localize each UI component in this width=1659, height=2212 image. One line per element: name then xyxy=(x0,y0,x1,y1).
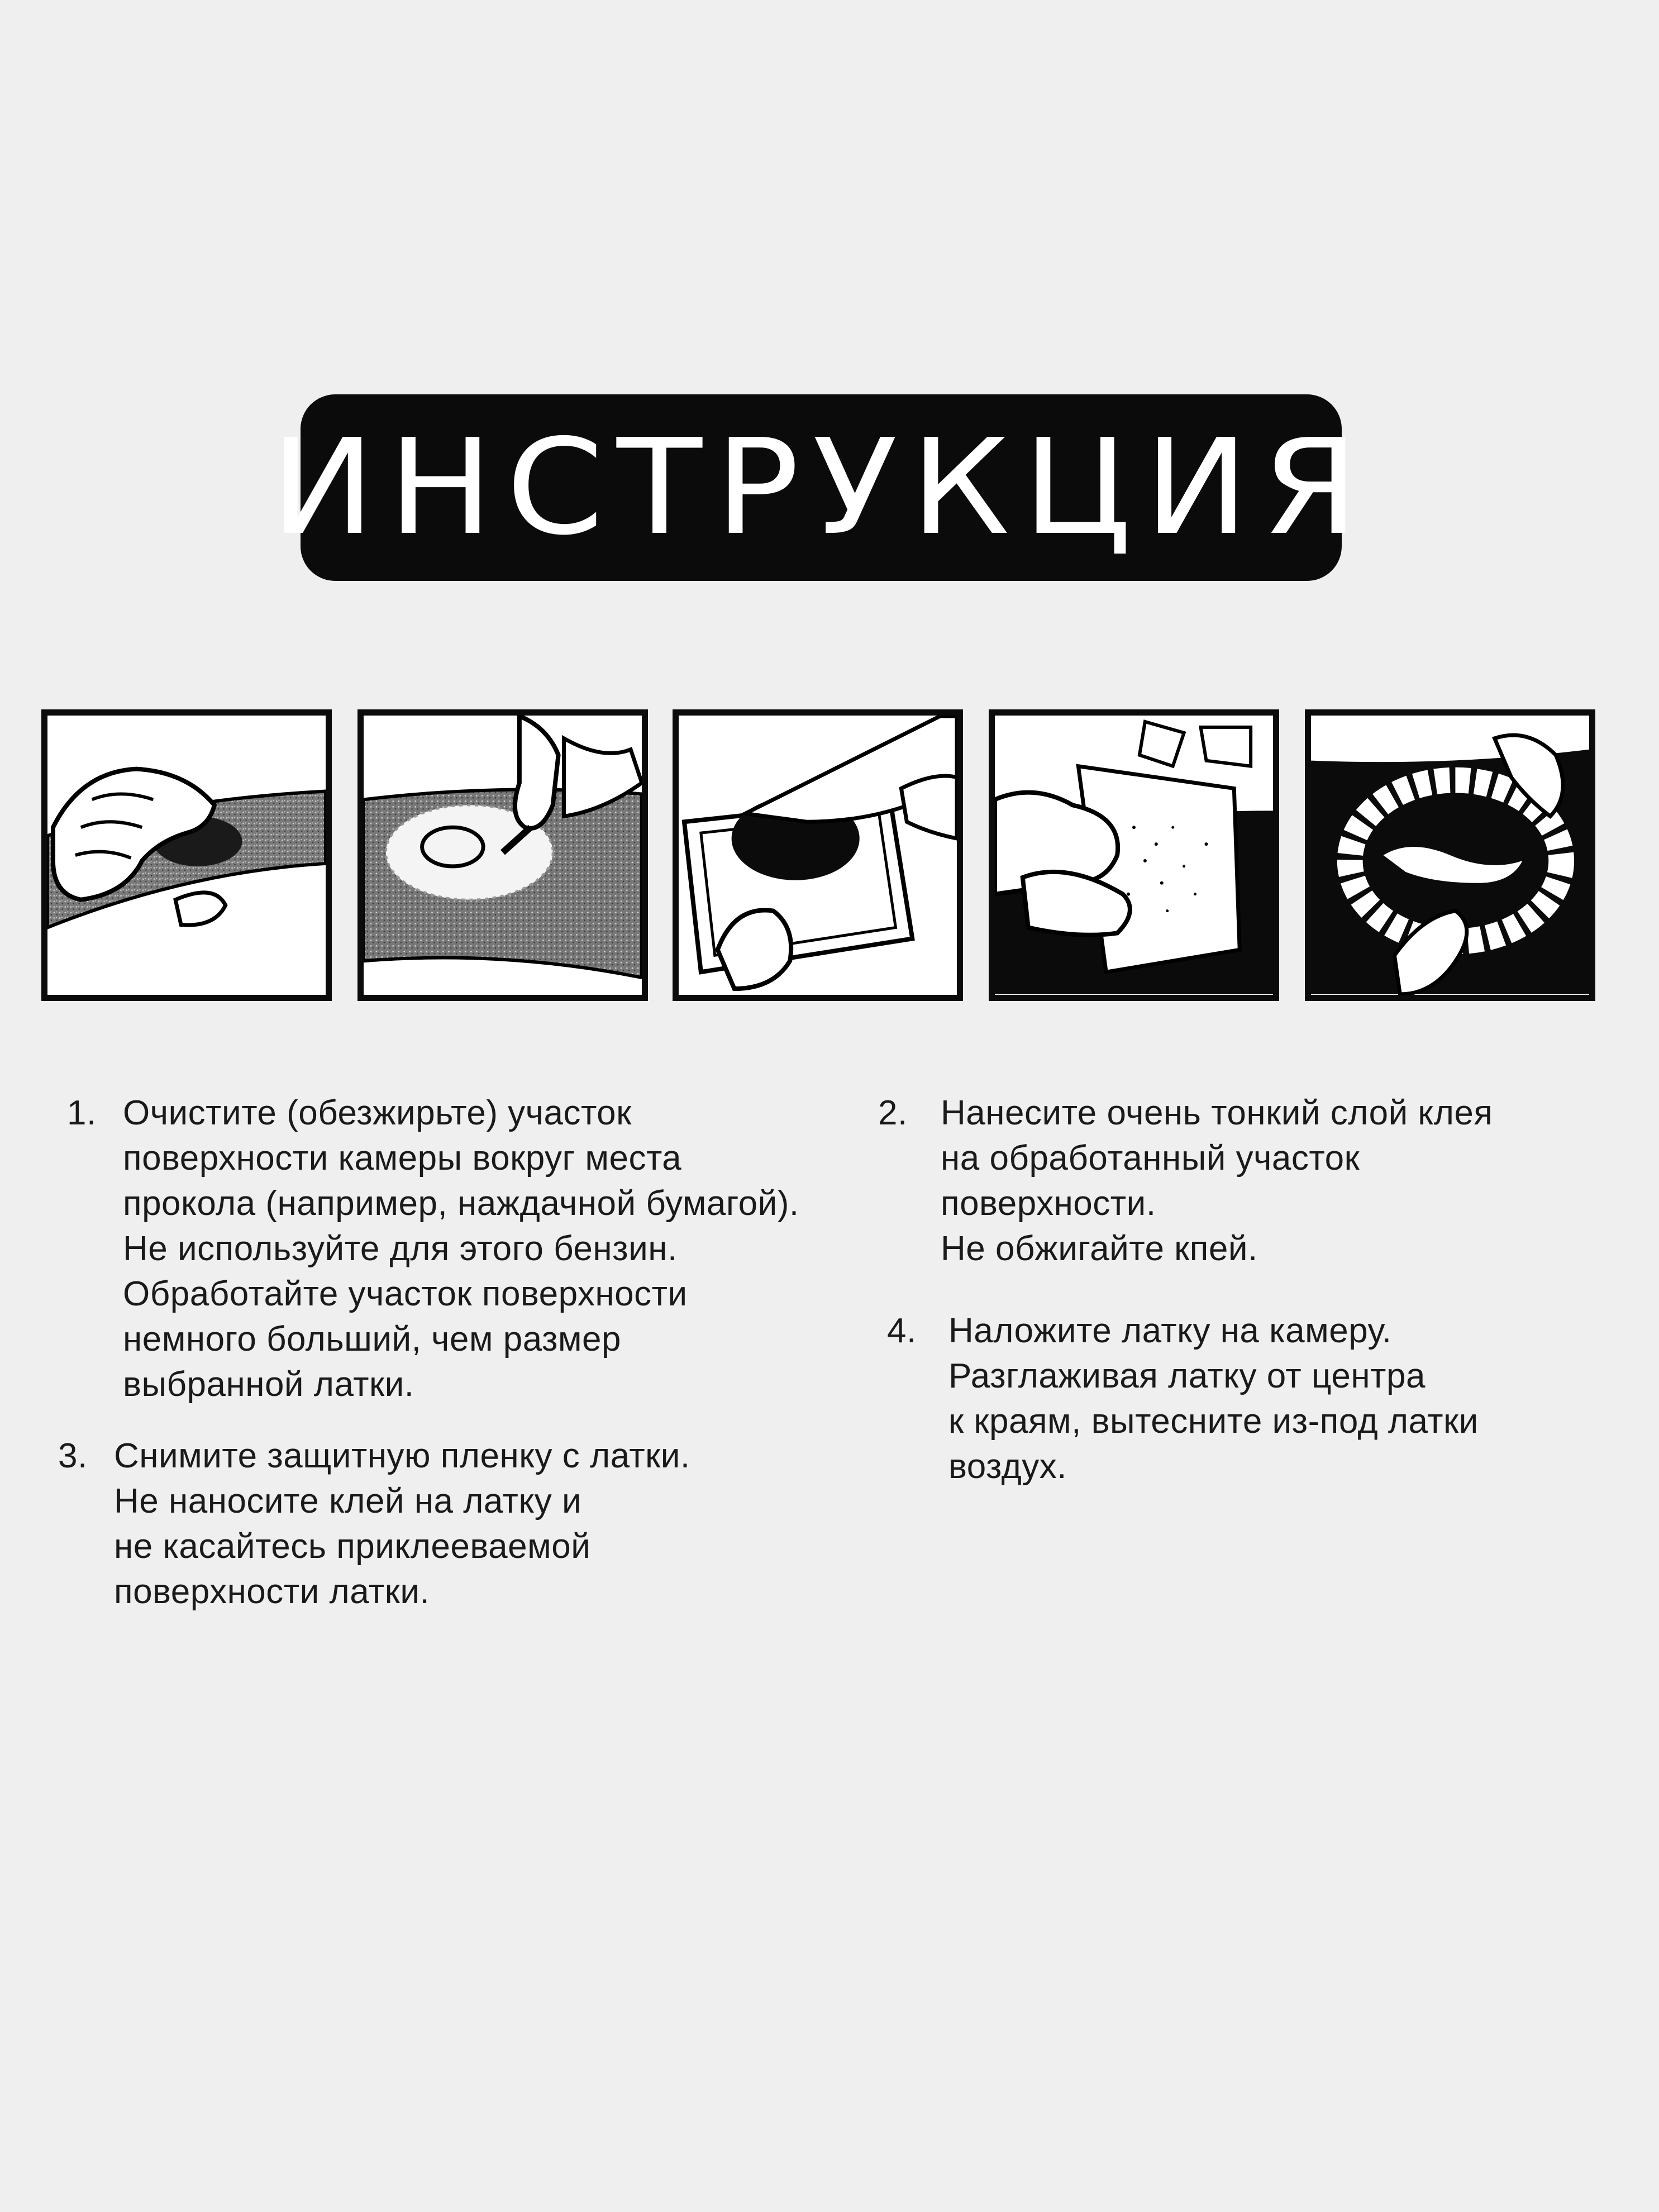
step-number: 4. xyxy=(887,1312,917,1350)
step-line: Наложите латку на камеру. xyxy=(948,1312,1392,1350)
title-badge xyxy=(270,394,1372,581)
step-number: 3. xyxy=(58,1437,88,1475)
step-number: 1. xyxy=(67,1094,97,1132)
step-line: поверхности. xyxy=(941,1184,1156,1223)
step-line: Не используйте для этого бензин. xyxy=(123,1229,678,1268)
step-line: Не наносите клей на латку и xyxy=(114,1482,582,1520)
step-number: 2. xyxy=(878,1094,908,1132)
step-line: Обработайте участок поверхности xyxy=(123,1275,688,1313)
page-title: ИНСТРУКЦИЯ xyxy=(270,411,1372,564)
step-3-illustration xyxy=(673,709,963,1001)
step-line: Снимите защитную пленку с латки. xyxy=(114,1437,690,1475)
step-line: поверхности камеры вокруг места xyxy=(123,1139,682,1177)
peeling-patch-film-icon xyxy=(679,716,957,995)
step-1-illustration xyxy=(41,709,332,1001)
step-line: Разглаживая латку от центра xyxy=(948,1357,1426,1395)
step-line: Очистите (обезжирьте) участок xyxy=(123,1094,632,1132)
step-3 xyxy=(58,1433,690,1614)
step-2-illustration xyxy=(357,709,648,1001)
step-4 xyxy=(887,1308,1479,1489)
step-line: не касайтесь приклееваемой xyxy=(114,1527,591,1566)
pressing-patch-icon xyxy=(995,716,1273,995)
hand-sanding-tube-icon xyxy=(47,716,326,995)
step-2 xyxy=(878,1090,1493,1271)
step-1 xyxy=(67,1090,799,1407)
step-line: Нанесите очень тонкий слой клея xyxy=(941,1094,1493,1132)
step-line: к краям, вытесните из-под латки xyxy=(948,1402,1479,1441)
step-line: на обработанный участок xyxy=(941,1139,1360,1177)
step-line: Не обжигайте кпей. xyxy=(941,1229,1258,1268)
step-line: выбранной латки. xyxy=(123,1365,414,1404)
hand-applying-glue-icon xyxy=(364,716,642,995)
step-4-illustration xyxy=(989,709,1279,1001)
step-line: прокола (например, наждачной бумагой). xyxy=(123,1184,799,1223)
patch-on-tube-icon xyxy=(1311,716,1589,995)
step-line: немного больший, чем размер xyxy=(123,1320,622,1358)
step-5-illustration xyxy=(1305,709,1595,1001)
step-line: поверхности латки. xyxy=(114,1572,430,1611)
step-line: воздух. xyxy=(948,1447,1067,1486)
